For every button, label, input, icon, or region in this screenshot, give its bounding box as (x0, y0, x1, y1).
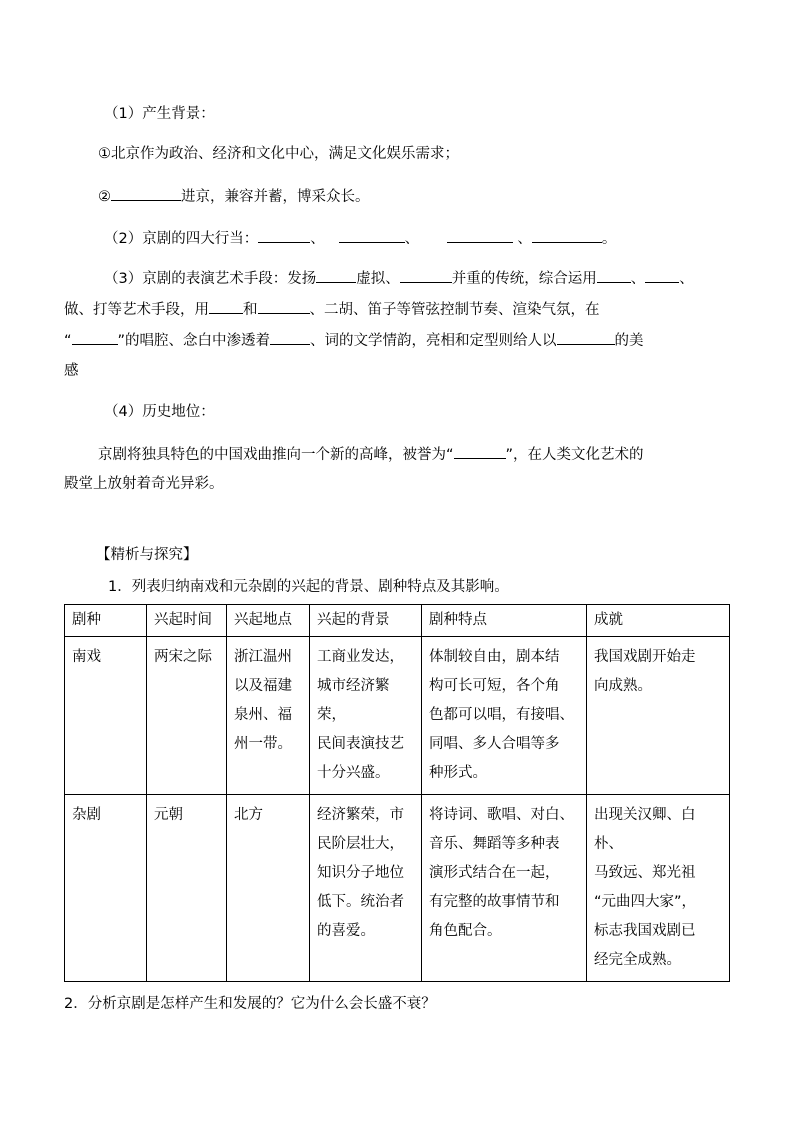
answer-blank[interactable] (532, 227, 602, 243)
question-2: 2．分析京剧是怎样产生和发展的？它为什么会长盛不衰？ (64, 996, 436, 1012)
p3-text: 虚拟、 (356, 271, 400, 287)
table-row (65, 795, 730, 982)
answer-blank[interactable] (400, 267, 452, 283)
p3-text: 、 (630, 271, 646, 287)
answer-blank[interactable] (597, 267, 631, 283)
answer-blank[interactable] (557, 329, 615, 345)
table-header-cell: 成就 (587, 605, 730, 637)
summary-table (64, 604, 730, 982)
table-cell: 南戏 (65, 637, 147, 795)
table-header-row (65, 605, 730, 637)
question-1: 1．列表归纳南戏和元杂剧的兴起的背景、剧种特点及其影响。 (108, 579, 509, 595)
p3-text: 和 (243, 302, 258, 318)
answer-blank[interactable] (72, 329, 118, 345)
p3-text: 做、打等艺术手段，用 (64, 302, 209, 318)
p2-sep: 、 (404, 231, 420, 247)
p3-line2 (64, 298, 600, 320)
answer-blank[interactable] (270, 329, 310, 345)
table-cell: 我国戏剧开始走 向成熟。 (587, 637, 730, 795)
answer-blank[interactable] (645, 267, 679, 283)
p4-line2: 殿堂上放射着奇光异彩。 (64, 476, 224, 492)
p2-sep: 、 (310, 231, 325, 247)
p1-item2 (98, 185, 370, 207)
p1-heading: （1）产生背景： (104, 106, 215, 122)
answer-blank[interactable] (454, 443, 506, 459)
table-header-cell: 兴起地点 (227, 605, 310, 637)
p1-item1: ①北京作为政治、经济和文化中心，满足文化娱乐需求； (98, 146, 459, 162)
p3-text: 并重的传统，综合运用 (451, 271, 597, 287)
p4-text: 京剧将独具特色的中国戏曲推向一个新的高峰，被誉为“ (98, 447, 454, 463)
p3-text: “ (64, 333, 72, 349)
table-cell: 北方 (227, 795, 310, 982)
p2-line (104, 227, 616, 249)
table-cell: 体制较自由，剧本结 构可长可短，各个角 色都可以唱，有接唱、 同唱、多人合唱等多 种形式。 (422, 637, 587, 795)
answer-blank[interactable] (316, 267, 356, 283)
table-row (65, 637, 730, 795)
answer-blank[interactable] (339, 227, 405, 243)
answer-blank[interactable] (258, 227, 310, 243)
p3-text: ”的唱腔、念白中渗透着 (117, 333, 271, 349)
table-cell: 经济繁荣，市 民阶层壮大， 知识分子地位 低下。统治者 的喜爱。 (310, 795, 422, 982)
p3-text: 的美 (614, 333, 644, 349)
p3-line3 (64, 329, 644, 351)
p2-end: 。 (601, 231, 617, 247)
table-cell: 两宋之际 (147, 637, 227, 795)
table-header-cell: 兴起的背景 (310, 605, 422, 637)
answer-blank[interactable] (258, 298, 310, 314)
p3-line1 (104, 267, 694, 289)
table-header-cell: 剧种特点 (422, 605, 587, 637)
p1-item2-suffix: 进京，兼容并蓄，博采众长。 (181, 189, 370, 205)
section-title: 【精析与探究】 (96, 547, 198, 563)
table-header-cell: 兴起时间 (147, 605, 227, 637)
table-header-cell: 剧种 (65, 605, 147, 637)
table-cell: 杂剧 (65, 795, 147, 982)
answer-blank[interactable] (447, 227, 513, 243)
p3-text: 、词的文学情韵，亮相和定型则给人以 (310, 333, 557, 349)
table-cell: 出现关汉卿、白朴、 马致远、郑光祖 “元曲四大家”， 标志我国戏剧已 经完全成熟。 (587, 795, 730, 982)
p2-prefix: （2）京剧的四大行当： (104, 231, 259, 247)
table-cell: 将诗词、歌唱、对白、 音乐、舞蹈等多种表 演形式结合在一起， 有完整的故事情节和 角色配合。 (422, 795, 587, 982)
p3-text: （3）京剧的表演艺术手段：发扬 (104, 271, 317, 287)
table-cell: 元朝 (147, 795, 227, 982)
p3-text: 、 (679, 271, 694, 287)
table-cell: 浙江温州 以及福建 泉州、福 州一带。 (227, 637, 310, 795)
p4-heading: （4）历史地位： (104, 404, 215, 420)
p3-line4: 感 (64, 363, 79, 379)
answer-blank[interactable] (209, 298, 243, 314)
p4-line1 (98, 443, 644, 465)
p3-text: 、二胡、笛子等管弦控制节奏、渲染气氛，在 (309, 302, 600, 318)
p4-text: ”，在人类文化艺术的 (505, 447, 644, 463)
p2-sep: 、 (517, 231, 532, 247)
table-cell: 工商业发达， 城市经济繁荣， 民间表演技艺 十分兴盛。 (310, 637, 422, 795)
p1-item2-prefix: ② (98, 189, 111, 205)
answer-blank[interactable] (111, 185, 181, 201)
